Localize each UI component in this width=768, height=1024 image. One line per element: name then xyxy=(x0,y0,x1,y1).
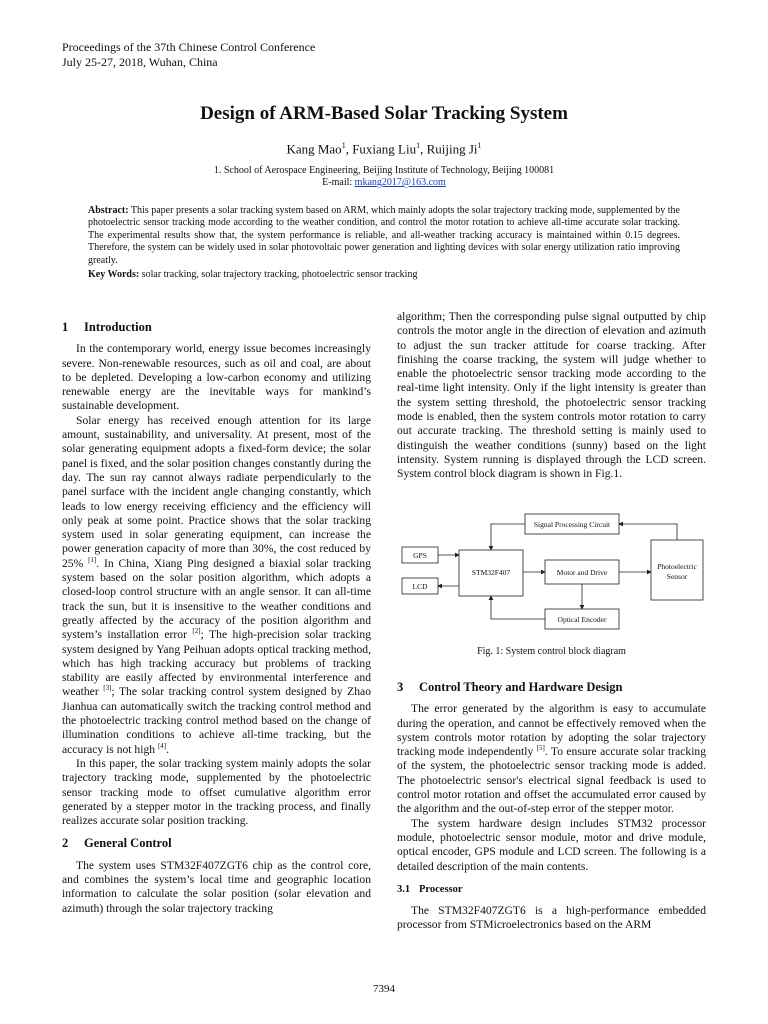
author-name: Fuxiang Liu xyxy=(352,141,417,157)
figure-caption: Fig. 1: System control block diagram xyxy=(477,646,626,657)
left-column xyxy=(62,320,371,916)
intro-paragraph-2: Solar energy has received enough attention for its large amount, sustainability, and universality. At present, most of the solar generating equipment adopts a fixed-form device; the solar panel is fixed, and the solar position changes constantly during the day. The sun ray cannot always radiate perpendicularly to the panel surface with the incident angle changing constantly, which leads to low energy receiving efficiency and the efficiency will only peak at some point. Practice shows that the solar tracking system used in solar generating equipment, can increase the power generation capacity of more than 30%, the cost reduced by 25% [1]. In China, Xiang Ping designed a biaxial solar tracking system based on the solar position algorithm, which adopts a closed-loop control structure with an angle sensor. It can all-time track the sun, but it is insensitive to the weather conditions and greatly affected by the accuracy of the position algorithm and system’s installation error [2]; The high-precision solar tracking system designed by Yang Peihuan adopts optical tracking method, which has high tracking accuracy but problems of tracking stability are easily affected by environmental interference and weather [3]; The solar tracking control system designed by Zhao Jianhua can automatically switch the tracking control method and the photoelectric tracking control method based on the change of illumination conditions to achieve all-time tracking, but the accuracy is not high [4]. xyxy=(62,413,371,756)
motor-drive-label: Motor and Drive xyxy=(556,568,608,577)
signal-processing-label: Signal Processing Circuit xyxy=(533,520,611,529)
section-heading-introduction: 1 Introduction xyxy=(62,320,152,334)
author-name: Kang Mao xyxy=(286,141,342,157)
general-control-paragraph: The system uses STM32F407ZGT6 chip as the control core, and combines the system’s local time and geographic location information to calculate the solar position (solar elevation and azimuth) through the solar trajectory tracking xyxy=(62,858,371,915)
email-link[interactable]: mkang2017@163.com xyxy=(354,177,446,188)
section-heading-control-theory: 3 Control Theory and Hardware Design xyxy=(397,680,623,694)
keywords-label: Key Words: xyxy=(88,269,140,280)
email-label: E-mail: xyxy=(322,177,355,188)
stm32-label: STM32F407 xyxy=(471,568,511,577)
author-list: Kang Mao$^1$, Fuxiang Liu$^1$, Ruijing Ji$^1$ xyxy=(286,141,482,157)
control-theory-paragraph-1: The error generated by the algorithm is easy to accumulate during the operation, and cannot be effectively removed when the system controls motor rotation by adopting the solar trajectory tracking mode independently [5]. To ensure accurate solar tracking of the system, the photoelectric sensor tracking mode is added. The photoelectric sensor's electrical signal feedback is used to control motor rotation and offset the accumulated error caused by the algorithm and the out-of-step error of the stepper motor. xyxy=(397,702,707,816)
lcd-label: LCD xyxy=(412,582,428,591)
conference-date-location: July 25-27, 2018, Wuhan, China xyxy=(62,55,218,69)
conference-info xyxy=(62,40,315,70)
conference-name: Proceedings of the 37th Chinese Control Conference xyxy=(62,40,316,54)
gps-label: GPS xyxy=(413,551,427,560)
paper-title: Design of ARM-Based Solar Tracking System xyxy=(200,103,568,124)
right-column-bottom xyxy=(397,680,706,933)
keywords-text: solar tracking, solar trajectory tracking, photoelectric sensor tracking xyxy=(139,269,418,280)
page-number: 7394 xyxy=(373,983,395,995)
abstract xyxy=(88,205,680,267)
system-block-diagram xyxy=(397,510,706,635)
keywords xyxy=(88,269,680,280)
author-name: Ruijing Ji xyxy=(426,141,478,157)
affiliation-block xyxy=(0,165,768,189)
optical-encoder-label: Optical Encoder xyxy=(557,615,607,624)
right-column-top xyxy=(397,310,706,482)
subsection-heading-processor: 3.1 Processor xyxy=(397,883,463,895)
intro-paragraph-1: In the contemporary world, energy issue becomes increasingly severe. Non-renewable resources, such as oil and coal, are about to be depleted. Developing a low-carbon economy and utilizing renewable energy are the inevitable ways for mankind’s sustainable development. xyxy=(62,342,371,413)
affiliation: 1. School of Aerospace Engineering, Beijing Institute of Technology, Beijing 100081 xyxy=(213,165,555,176)
general-control-paragraph-cont: algorithm; Then the corresponding pulse signal outputted by chip controls the motor angle in the direction of elevation and azimuth to adjust the sun tracker attitude for coarse tracking. After finishing the coarse tracking, the system will judge whether to enable the photoelectric sensor tracking mode according to the real-time light intensity. Only if the light intensity is greater than the system setting threshold, the photoelectric sensor tracking mode is enabled, then the system controls motor rotation to carry out accurate tracking. The threshold setting is mainly used to distinguish the weather conditions (sunny) based on the light intensity. System running is displayed through the LCD screen. System control block diagram is shown in Fig.1. xyxy=(397,310,706,481)
processor-paragraph: The STM32F407ZGT6 is a high-performance embedded processor from STMicroelectronics based on the ARM xyxy=(397,904,706,932)
photoelectric-label-2: Sensor xyxy=(666,572,688,581)
section-heading-general-control: 2 General Control xyxy=(62,836,172,851)
intro-paragraph-3: In this paper, the solar tracking system mainly adopts the solar trajectory tracking mode, supplemented by the photoelectric sensor tracking mode to offset cumulative algorithm error generated by a stepper motor in the tracking process, and finally realizes accurate solar position tracking. xyxy=(62,756,371,828)
abstract-label: Abstract: xyxy=(88,205,129,216)
photoelectric-label-1: Photoelectric xyxy=(657,562,697,571)
control-theory-paragraph-2: The system hardware design includes STM32 processor module, photoelectric sensor module, motor and drive module, optical encoder, GPS module and LCD screen. The following is a detailed description of the main contents. xyxy=(397,816,706,873)
abstract-text: This paper presents a solar tracking system based on ARM, which mainly adopts the solar trajectory tracking mode, supplemented by the photoelectric sensor tracking mode according to the weather condition, and control the motor rotation to achieve all-time accurate solar tracking. The experimental results show that, the system performance is reliable, and all-weather tracking accuracy is maintained within 0.15 degrees. Therefore, the system can be widely used in solar photovoltaic power generation and lighting devices with solar energy utilization ratio improving greatly. xyxy=(88,205,680,266)
